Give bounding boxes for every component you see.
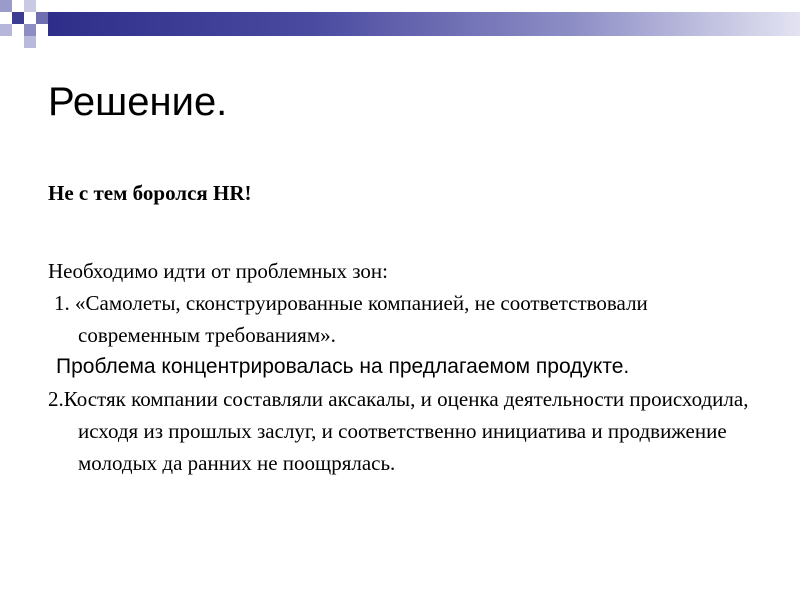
decor-square <box>36 12 48 24</box>
slide-subtitle: Не с тем боролся HR! <box>48 181 252 205</box>
problem-paragraph: Проблема концентрировалась на предлагаемом продукте. <box>56 355 630 379</box>
decor-square <box>36 36 48 48</box>
point-1-paragraph: 1. «Самолеты, сконструированные компанией, не соответствовали современным требованиям». <box>54 291 648 348</box>
slide-title: Решение. <box>48 80 228 124</box>
decor-square <box>12 0 24 12</box>
header-gradient-bar <box>48 12 800 36</box>
decor-square <box>24 24 36 36</box>
decor-square <box>24 0 36 12</box>
decor-square <box>0 0 12 12</box>
intro-paragraph: Необходимо идти от проблемных зон: <box>48 259 388 284</box>
slide-body <box>48 180 768 479</box>
header-decoration <box>0 0 800 60</box>
point-2-paragraph: 2.Костяк компании составляли аксакалы, и оценка деятельности происходила, исходя из прошлых заслуг, и соответственно инициатива и продвижение молодых да ранних не поощрялась. <box>48 387 749 476</box>
decor-square <box>0 12 12 24</box>
decor-square <box>24 12 36 24</box>
decor-square <box>12 12 24 24</box>
decor-square <box>0 24 12 36</box>
decor-square <box>36 0 48 12</box>
decor-square <box>12 24 24 36</box>
decor-square <box>24 36 36 48</box>
